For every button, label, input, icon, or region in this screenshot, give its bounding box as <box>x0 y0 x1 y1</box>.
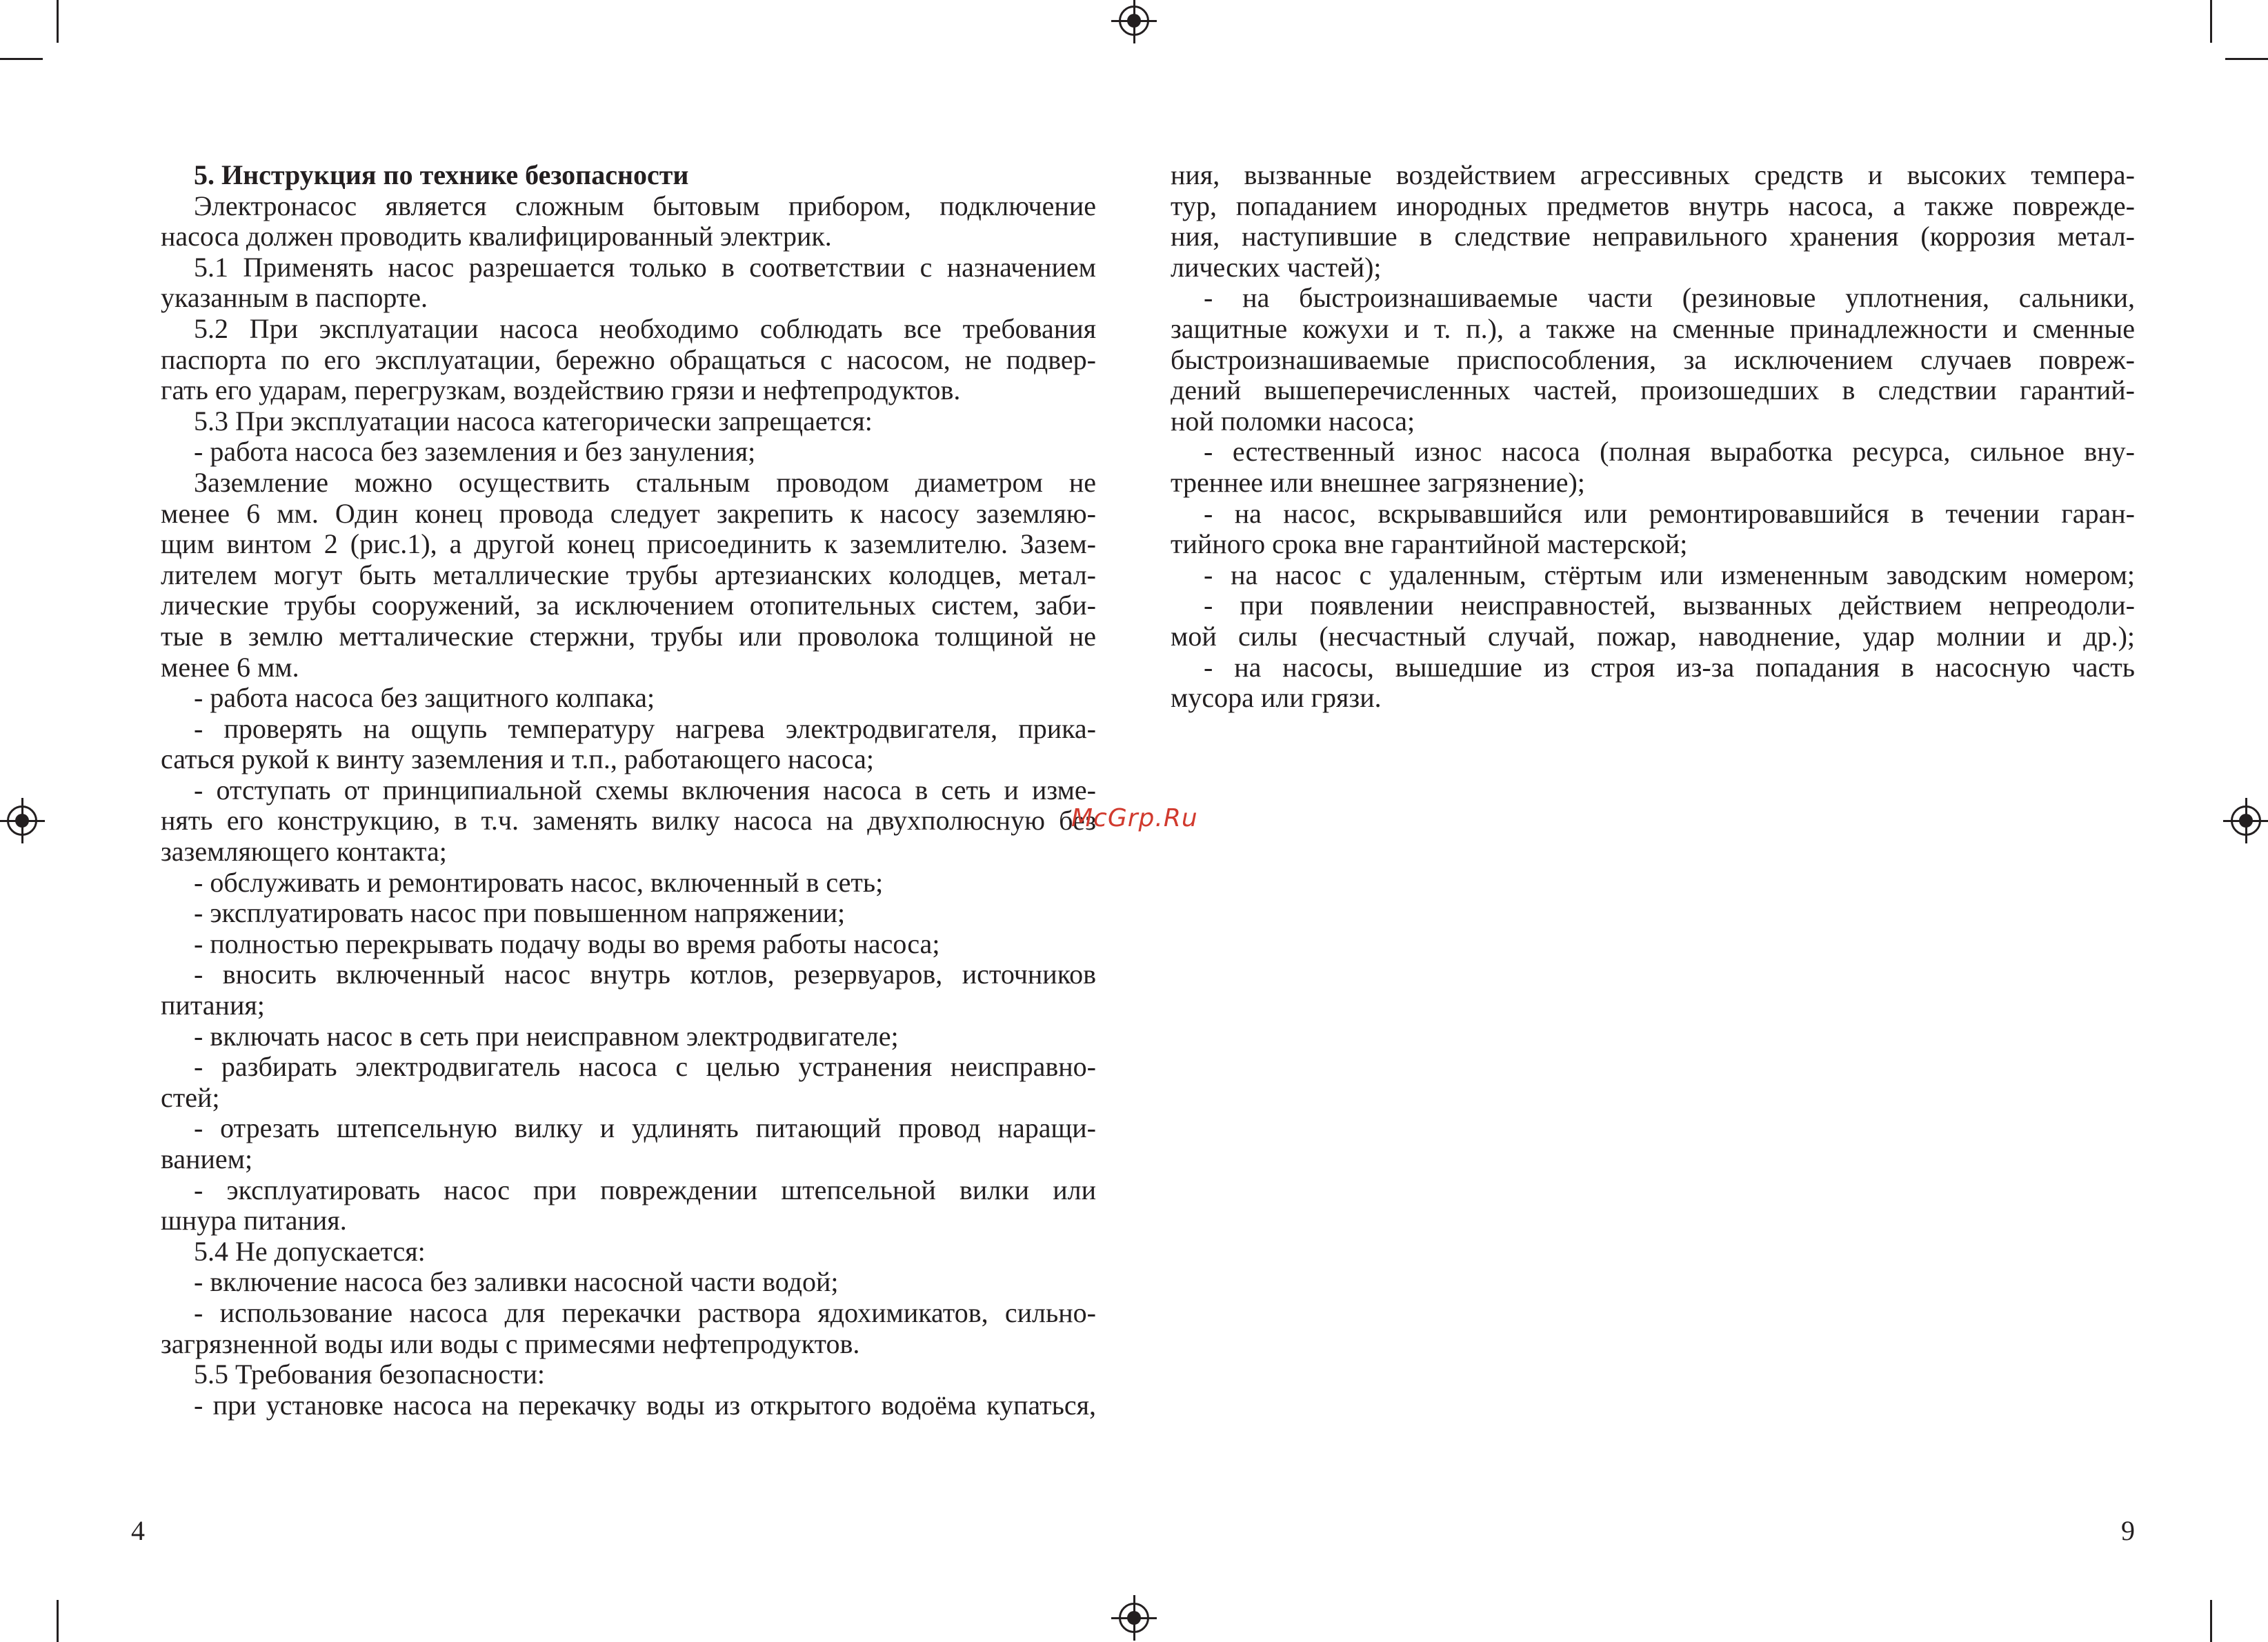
registration-mark-top <box>1119 6 1149 36</box>
text-line: лических частей); <box>1171 251 1382 283</box>
text-line: щим винтом 2 (рис.1), а другой конец присоединить к заземлителю. Зазем- <box>161 528 1096 560</box>
text-line: 5.3 При эксплуатации насоса категорически запрещается: <box>194 405 873 437</box>
text-line: защитные кожухи и т. п.), а также на сменные принадлежности и сменные <box>1171 312 2135 344</box>
text-line: - разбирать электродвигатель насоса с целью устранения неисправно- <box>194 1051 1096 1083</box>
text-line: тур, попаданием инородных предметов внутрь насоса, а также поврежде- <box>1171 190 2135 221</box>
text-line: - при установке насоса на перекачку воды из открытого водоёма купаться, <box>194 1389 1096 1421</box>
right-page-text <box>1171 160 2135 714</box>
text-line: - использование насоса для перекачки раствора ядохимикатов, сильно- <box>194 1296 1096 1328</box>
text-line: - проверять на ощупь температуру нагрева электродвигателя, прика- <box>194 712 1096 744</box>
text-line: - на насосы, вышедшие из строя из-за попадания в насосную часть <box>1204 651 2135 683</box>
text-line: - отступать от принципиальной схемы включения насоса в сеть и изме- <box>194 774 1096 805</box>
text-line: тые в землю метталические стержни, трубы или проволока толщиной не <box>161 620 1096 652</box>
text-line: лические трубы сооружений, за исключением отопительных систем, заби- <box>161 590 1096 621</box>
text-line: - естественный износ насоса (полная выработка ресурса, сильное вну- <box>1204 436 2135 468</box>
text-line: - включение насоса без заливки насосной части водой; <box>194 1266 839 1298</box>
text-line: - при появлении неисправностей, вызванных действием непреодоли- <box>1204 590 2135 621</box>
text-line: насоса должен проводить квалифицированный электрик. <box>161 221 832 252</box>
right-page-number: 9 <box>2121 1515 2135 1546</box>
left-page-number: 4 <box>131 1515 145 1546</box>
crop-mark-left-top <box>0 58 43 60</box>
text-line: 5.4 Не допускается: <box>194 1235 426 1267</box>
text-line: - работа насоса без защитного колпака; <box>194 682 655 714</box>
text-line: ния, наступившие в следствие неправильного хранения (коррозия метал- <box>1171 221 2135 252</box>
text-line: питания; <box>161 990 265 1021</box>
text-line: 5.2 При эксплуатации насоса необходимо соблюдать все требования <box>194 312 1096 344</box>
crop-mark-bottom-left <box>57 1600 59 1642</box>
text-line: - на насос с удаленным, стёртым или измененным заводским номером; <box>1204 559 2135 590</box>
text-line: 5.1 Применять насос разрешается только в соответствии с назначением <box>194 251 1096 283</box>
crop-mark-right-top <box>2225 58 2268 60</box>
text-line: треннее или внешнее загрязнение); <box>1171 466 1585 498</box>
text-line: стей; <box>161 1081 220 1113</box>
text-line: 5.5 Требования безопасности: <box>194 1359 546 1390</box>
registration-mark-bottom <box>1119 1603 1149 1633</box>
text-line: - вносить включенный насос внутрь котлов, резервуаров, источников <box>194 959 1096 990</box>
text-line: ной поломки насоса; <box>1171 405 1415 437</box>
text-line: - эксплуатировать насос при повышенном напряжении; <box>194 897 846 929</box>
text-line: шнура питания. <box>161 1205 347 1236</box>
text-line: - эксплуатировать насос при повреждении штепсельной вилки или <box>194 1174 1096 1205</box>
text-line: тийного срока вне гарантийной мастерской; <box>1171 528 1688 560</box>
text-line: менее 6 мм. <box>161 651 299 683</box>
registration-mark-left <box>7 805 37 836</box>
text-line: Электронасос является сложным бытовым прибором, подключение <box>194 190 1096 221</box>
text-line: мусора или грязи. <box>1171 682 1382 714</box>
text-line: паспорта по его эксплуатации, бережно обращаться с насосом, не подвер- <box>161 343 1096 375</box>
section-heading: 5. Инструкция по технике безопасности <box>194 159 689 190</box>
text-line: мой силы (несчастный случай, пожар, наводнение, удар молнии и др.); <box>1171 620 2135 652</box>
text-line: ния, вызванные воздействием агрессивных средств и высоких темпера- <box>1171 159 2135 190</box>
text-line: нять его конструкцию, в т.ч. заменять вилку насоса на двухполюсную без <box>161 805 1096 837</box>
crop-mark-top-right <box>2210 0 2212 43</box>
text-line: - отрезать штепсельную вилку и удлинять питающий провод наращи- <box>194 1112 1096 1144</box>
text-line: лителем могут быть металлические трубы артезианских колодцев, метал- <box>161 559 1096 590</box>
text-line: - полностью перекрывать подачу воды во время работы насоса; <box>194 928 940 959</box>
crop-mark-bottom-right <box>2210 1600 2212 1642</box>
text-line: заземляющего контакта; <box>161 836 447 868</box>
text-line: - работа насоса без заземления и без зануления; <box>194 436 756 468</box>
text-line: гать его ударам, перегрузкам, воздействию грязи и нефтепродуктов. <box>161 374 961 406</box>
text-line: - на быстроизнашиваемые части (резиновые уплотнения, сальники, <box>1204 282 2135 314</box>
text-line: - на насос, вскрывавшийся или ремонтировавшийся в течении гаран- <box>1204 497 2135 529</box>
text-line: быстроизнашиваемые приспособления, за исключением случаев повреж- <box>1171 343 2135 375</box>
text-line: - включать насос в сеть при неисправном электродвигателе; <box>194 1020 899 1052</box>
text-line: загрязненной воды или воды с примесями нефтепродуктов. <box>161 1328 860 1359</box>
text-line: Заземление можно осуществить стальным проводом диаметром не <box>194 466 1096 498</box>
registration-mark-right <box>2231 805 2261 836</box>
text-line: дений вышеперечисленных частей, произошедших в следствии гарантий- <box>1171 374 2135 406</box>
text-line: - обслуживать и ремонтировать насос, включенный в сеть; <box>194 866 884 898</box>
text-line: саться рукой к винту заземления и т.п., работающего насоса; <box>161 743 875 775</box>
watermark: McGrp.Ru <box>1071 804 1198 832</box>
text-line: менее 6 мм. Один конец провода следует закрепить к насосу заземляю- <box>161 497 1096 529</box>
crop-mark-top-left <box>57 0 59 43</box>
text-line: ванием; <box>161 1143 253 1174</box>
text-line: указанным в паспорте. <box>161 282 428 314</box>
left-page-text <box>161 160 1096 1421</box>
